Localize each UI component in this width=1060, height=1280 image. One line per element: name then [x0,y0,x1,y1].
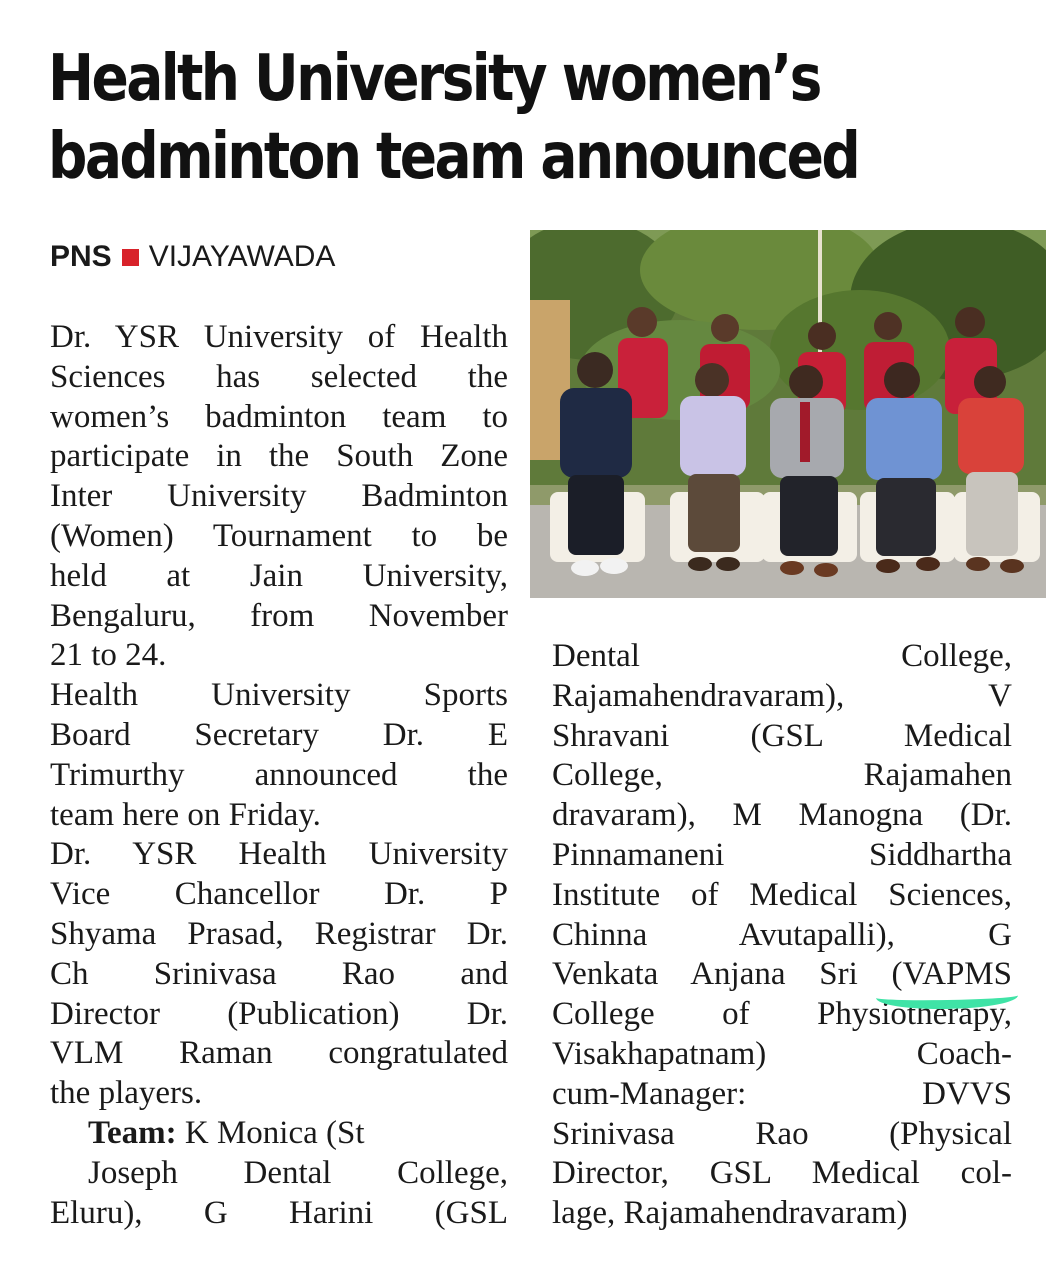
article-line: Joseph Dental College, [88,1154,508,1191]
article-line: Chinna Avutapalli), G [552,916,1012,953]
article-line: women’s badminton team to [50,398,508,435]
team-label: Team: [88,1114,177,1151]
byline-location: VIJAYAWADA [148,240,336,273]
article-line: Dr. YSR University of Health [50,319,508,355]
team-photo-illustration [530,230,1046,598]
article-line: Director (Publication) Dr. [50,995,508,1032]
article-line: Sciences has selected the [50,358,508,395]
article-line: Dr. YSR Health University [50,836,508,873]
article-line: Dental College, [552,638,1012,674]
article-line: Shyama Prasad, Registrar Dr. [50,915,508,952]
article-column-2 [552,637,1012,1234]
article-line: Eluru), G Harini (GSL [50,1194,508,1231]
article-line: held at Jain University, [50,557,508,594]
article-line: Pinnamaneni Siddhartha [552,836,1012,873]
headline-line-2: badminton team announced [48,120,859,194]
article-line: College, Rajamahen [552,757,1012,794]
article-line: Institute of Medical Sciences, [552,876,1012,913]
article-line: lage, Rajamahendravaram) [552,1195,908,1232]
article-line: Ch Srinivasa Rao and [50,955,508,992]
team-first-member: K Monica (St [176,1114,365,1151]
headline-line-1: Health University women’s [48,42,820,116]
article-line: dravaram), M Manogna (Dr. [552,797,1012,834]
byline-agency: PNS [50,240,112,273]
team-photo [530,230,1046,598]
article-line: Venkata Anjana Sri (VAPMS [552,956,1012,993]
article-line: Health University Sports [50,677,508,714]
article-line: participate in the South Zone [50,438,508,475]
article-line: College of Physiotherapy, [552,996,1012,1033]
article-line: Director, GSL Medical col- [552,1155,1012,1192]
article-line: Bengaluru, from November [50,597,508,634]
byline [50,240,335,274]
article-line: cum-Manager: DVVS [552,1075,1012,1112]
article-column-1 [50,318,508,1233]
article-line: (Women) Tournament to be [50,517,508,554]
article-line: Trimurthy announced the [50,756,508,793]
article-line: Inter University Badminton [50,478,508,515]
article-line: 21 to 24. [50,637,167,674]
team-line [50,1114,508,1154]
article-line: Board Secretary Dr. E [50,716,508,753]
article-line: Vice Chancellor Dr. P [50,876,508,913]
article-line: Rajamahendravaram), V [552,677,1012,714]
article-line: Shravani (GSL Medical [552,717,1012,754]
article-line: team here on Friday. [50,796,321,833]
article-line: Srinivasa Rao (Physical [552,1115,1012,1152]
byline-separator-square [122,249,139,266]
article-line: the players. [50,1075,203,1112]
headline [48,40,899,196]
article-line: VLM Raman congratulated [50,1035,508,1072]
article-line: Visakhapatnam) Coach- [552,1035,1012,1072]
